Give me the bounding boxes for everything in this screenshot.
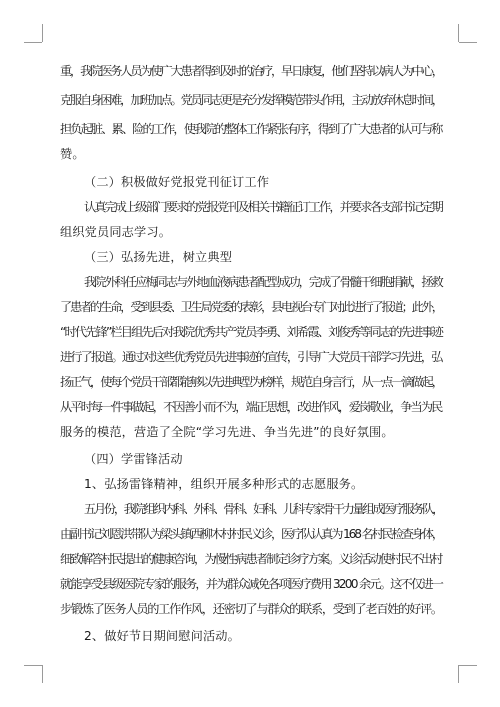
section-heading: （三）弘扬先进，树立典型	[84, 250, 233, 264]
text-line: 重，我院医务人员为使广大患者得到及时的治疗，早日康复，他们坚持以病人为中心，	[60, 64, 442, 78]
subsection-heading: 2、做好节日期间慰问活动。	[84, 629, 240, 643]
section-heading: （四）学雷锋活动	[84, 452, 183, 466]
crop-mark-top-left	[42, 24, 43, 42]
text-line: 了患者的生命，受到县委、卫生局党委的表彰，县电视台专门对此进行了报道；此外，	[60, 300, 442, 314]
text-line: 细致解答村民提出的健康咨询，为慢性病患者制定诊疗方案。义诊活动使村民不出村	[60, 552, 442, 566]
text-line: 组织党员同志学习。	[60, 225, 172, 239]
text-line: 从平时每一件事做起，不因善小而不为，端正思想，改进作风，爱岗敬业，争当为民	[60, 400, 442, 414]
crop-mark-bottom-left-h	[24, 665, 42, 666]
text-line: 担负起脏、累、险的工作，使我院的整体工作紧张有序，得到了广大患者的认可与称	[60, 122, 442, 136]
text-line: 五月份，我院组织内科、外科、骨科、妇科、儿科专家骨干力量组成医疗服务队，	[84, 502, 443, 516]
text-line: 我院外科任应梅同志与外地血液病患者配型成功，完成了骨髓干细胞捐献，拯救	[84, 275, 442, 289]
text-line: 认真完成上级部门要求的党报党刊及相关书籍征订工作，并要求各支部书记定期	[84, 200, 442, 214]
crop-mark-bottom-right-h	[459, 665, 477, 666]
crop-mark-top-right	[458, 24, 459, 42]
crop-mark-bottom-right	[458, 665, 459, 683]
text-line: 由副书记刘恩洪带队为梁头镇西柳木村村民义诊，医疗队认真为 168 名村民检查身体，	[60, 527, 442, 541]
crop-mark-top-left-h	[24, 42, 42, 43]
crop-mark-top-right-h	[459, 42, 477, 43]
text-line: 扬正气，使每个党员干部都能够以先进典型为榜样，规范自身言行，从一点一滴做起，	[60, 375, 442, 389]
section-heading: （二）积极做好党报党刊征订工作	[84, 175, 270, 189]
text-line: 就能享受县级医院专家的服务，并为群众减免各项医疗费用 3200 余元。这不仅进一	[60, 577, 443, 591]
text-line: 服务的模范，营造了全院“学习先进、争当先进”的良好氛围。	[60, 425, 394, 439]
text-line: “时代先锋”栏目组先后对我院优秀共产党员李勇、刘希霞、刘俊秀等同志的先进事迹	[60, 325, 443, 339]
subsection-heading: 1、弘扬雷锋精神，组织开展多种形式的志愿服务。	[84, 477, 364, 491]
text-line: 赞。	[60, 147, 85, 161]
text-line: 克服自身困难，加班加点。党员同志更是充分发挥模范带头作用，主动放弃休息时间，	[60, 93, 442, 107]
text-line: 步锻炼了医务人员的工作作风，还密切了与群众的联系，受到了老百姓的好评。	[60, 602, 442, 616]
crop-mark-bottom-left	[42, 665, 43, 683]
text-line: 进行了报道。通过对这些优秀党员先进事迹的宣传，引导广大党员干部学习先进，弘	[60, 350, 442, 364]
